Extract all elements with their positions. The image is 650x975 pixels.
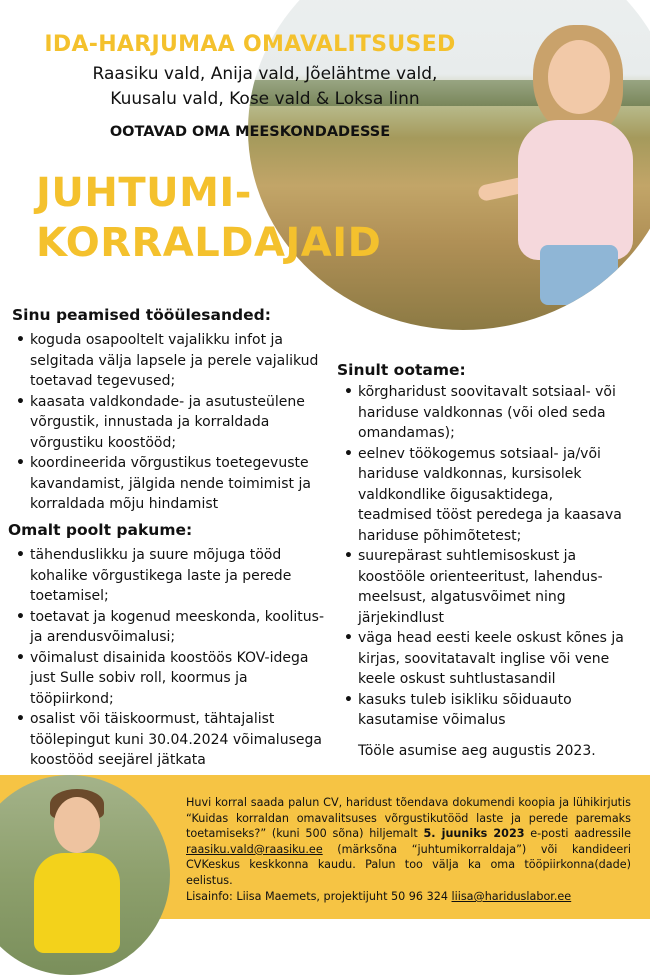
position-title-line-2: KORRALDAJAID [36, 220, 382, 266]
list-item: • väga head eesti keele oskust kõnes ja kirjas, soovitatavalt inglise või vene keele oskust suhtlustasandil [342, 628, 627, 690]
offer-title: Omalt poolt pakume: [8, 521, 193, 539]
list-item: • osalist või täiskoormust, tähtajalist töölepingut kuni 30.04.2024 võimalusega koostööd seejärel jätkata [14, 709, 326, 771]
header-title: IDA-HARJUMAA OMAVALITSUSED [44, 32, 456, 57]
instructions-text-b: e-posti aadressile [524, 827, 631, 841]
expect-title: Sinult ootame: [337, 361, 466, 379]
list-item: • kaasata valdkondade- ja asutusteülene võrgustik, innustada ja korraldada võrgustiku koostööd; [14, 392, 326, 454]
list-item: • koguda osapooltelt vajalikku infot ja selgitada välja lapsele ja perele vajalikud toetavad tegevused; [14, 330, 326, 392]
expect-list [342, 382, 627, 731]
municipalities [0, 62, 530, 112]
application-email-link[interactable]: raasiku.vald@raasiku.ee [186, 842, 323, 856]
list-item: • kõrgharidust soovitavalt sotsiaal- või hariduse valdkonnas (või oled seda omandamas); [342, 382, 627, 444]
list-item: • võimalust disainida koostöös KOV-idega just Sulle sobiv roll, koormus ja tööpiirkond; [14, 648, 326, 710]
invite-text: OOTAVAD OMA MEESKONDADESSE [109, 124, 391, 140]
list-item: • koordineerida võrgustikus toetegevuste kavandamist, jälgida nende toimimist ja korraldada mõju hindamist [14, 453, 326, 515]
duties-list [14, 330, 326, 515]
instructions-text-a: Huvi korral saada palun CV, haridust tõendava dokumendi koopia ja lühikirjutis “Kuidas korraldan omavalitsuses võrgustikutööd laste ja perede paremaks toetamiseks?” (kuni 500 sõna) hiljemalt [186, 796, 631, 841]
deadline: 5. juuniks 2023 [423, 827, 525, 841]
application-instructions [186, 795, 631, 889]
municipalities-line-2: Kuusalu vald, Kose vald & Loksa linn [110, 89, 420, 109]
list-item: • toetavat ja kogenud meeskonda, koolitus- ja arendusvõimalusi; [14, 607, 326, 648]
municipalities-line-1: Raasiku vald, Anija vald, Jõelähtme vald, [92, 64, 438, 84]
position-title-line-1: JUHTUMI- [36, 170, 252, 216]
list-item: • suurepärast suhtlemisoskust ja koostööle orienteeritust, lahendus-meelsust, algatusvõimet ning järjekindlust [342, 546, 627, 628]
list-item: • eelnev töökogemus sotsiaal- ja/või hariduse valdkonnas, kursisolek valdkondlike õigusaktidega, teadmised tööst peredega ja kaasava hariduse põhimõtetest; [342, 444, 627, 547]
contact-info [186, 890, 636, 903]
offer-list [14, 545, 326, 771]
position-title [36, 168, 381, 268]
contact-prefix: Lisainfo: Liisa Maemets, projektijuht 50 96 324 [186, 890, 452, 903]
start-date: Tööle asumise aeg augustis 2023. [358, 743, 596, 759]
contact-email-link[interactable]: liisa@hariduslabor.ee [451, 890, 572, 903]
duties-title: Sinu peamised tööülesanded: [12, 306, 271, 324]
list-item: • tähenduslikku ja suure mõjuga tööd kohalike võrgustikega laste ja perede toetamisel; [14, 545, 326, 607]
list-item: • kasuks tuleb isikliku sõiduauto kasutamise võimalus [342, 690, 627, 731]
instructions-text-c: (märksõna “juhtumikorraldaja”) või kandideeri CVKeskus keskkonna kaudu. Palun too välja ka oma tööpiirkonna(dade) eelistus. [186, 842, 631, 887]
